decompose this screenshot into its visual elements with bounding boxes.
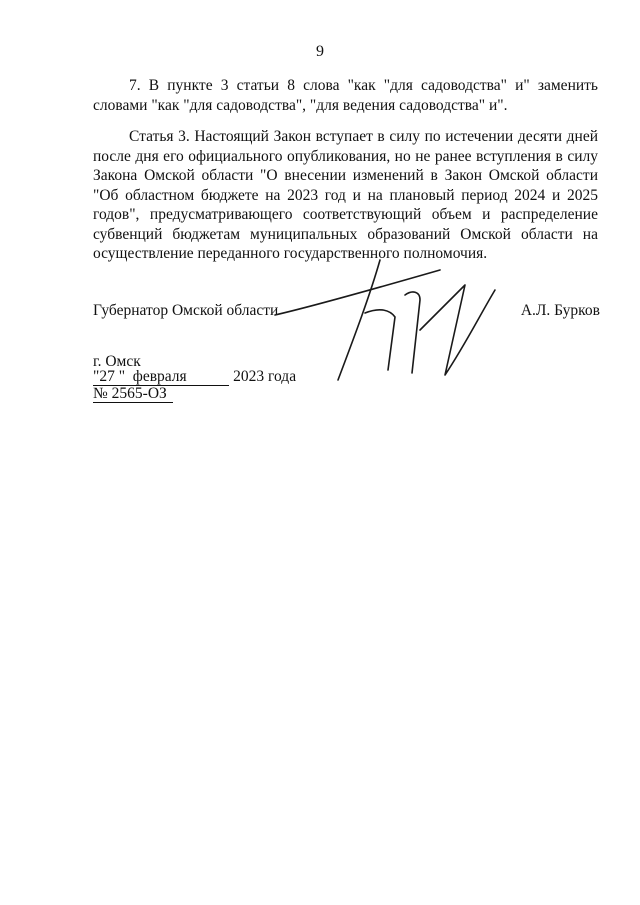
article-3-paragraph: Статья 3. Настоящий Закон вступает в силу по истечении десяти дней после дня его официального опубликования, но не ранее вступления в силу Закона Омской области "О внесении изменений в Закон Омской области "Об областном бюджете на 2023 год и на плановый период 2024 и 2025 годов", предусматривающего соответствующий объем и распределение субвенций бюджетам муниципальных образований Омской области на осуществление переданного государственного полномочия. xyxy=(93,128,598,262)
date-day: "27 " xyxy=(93,368,126,385)
amendment-paragraph-7: 7. В пункте 3 статьи 8 слова "как "для садоводства" и" заменить словами "как "для садоводства", "для ведения садоводства" и". xyxy=(93,77,598,114)
date-month: февраля xyxy=(132,368,187,385)
date-year: 2023 года xyxy=(233,368,297,385)
signatory-position: Губернатор Омской области xyxy=(93,302,279,319)
handwritten-signature xyxy=(270,255,520,385)
page-number: 9 xyxy=(316,43,324,60)
signatory-name: А.Л. Бурков xyxy=(520,302,600,319)
place-of-signing: г. Омск xyxy=(93,353,141,370)
signing-date xyxy=(93,368,296,386)
law-number xyxy=(93,385,173,403)
law-number-text: № 2565-ОЗ xyxy=(93,386,173,403)
